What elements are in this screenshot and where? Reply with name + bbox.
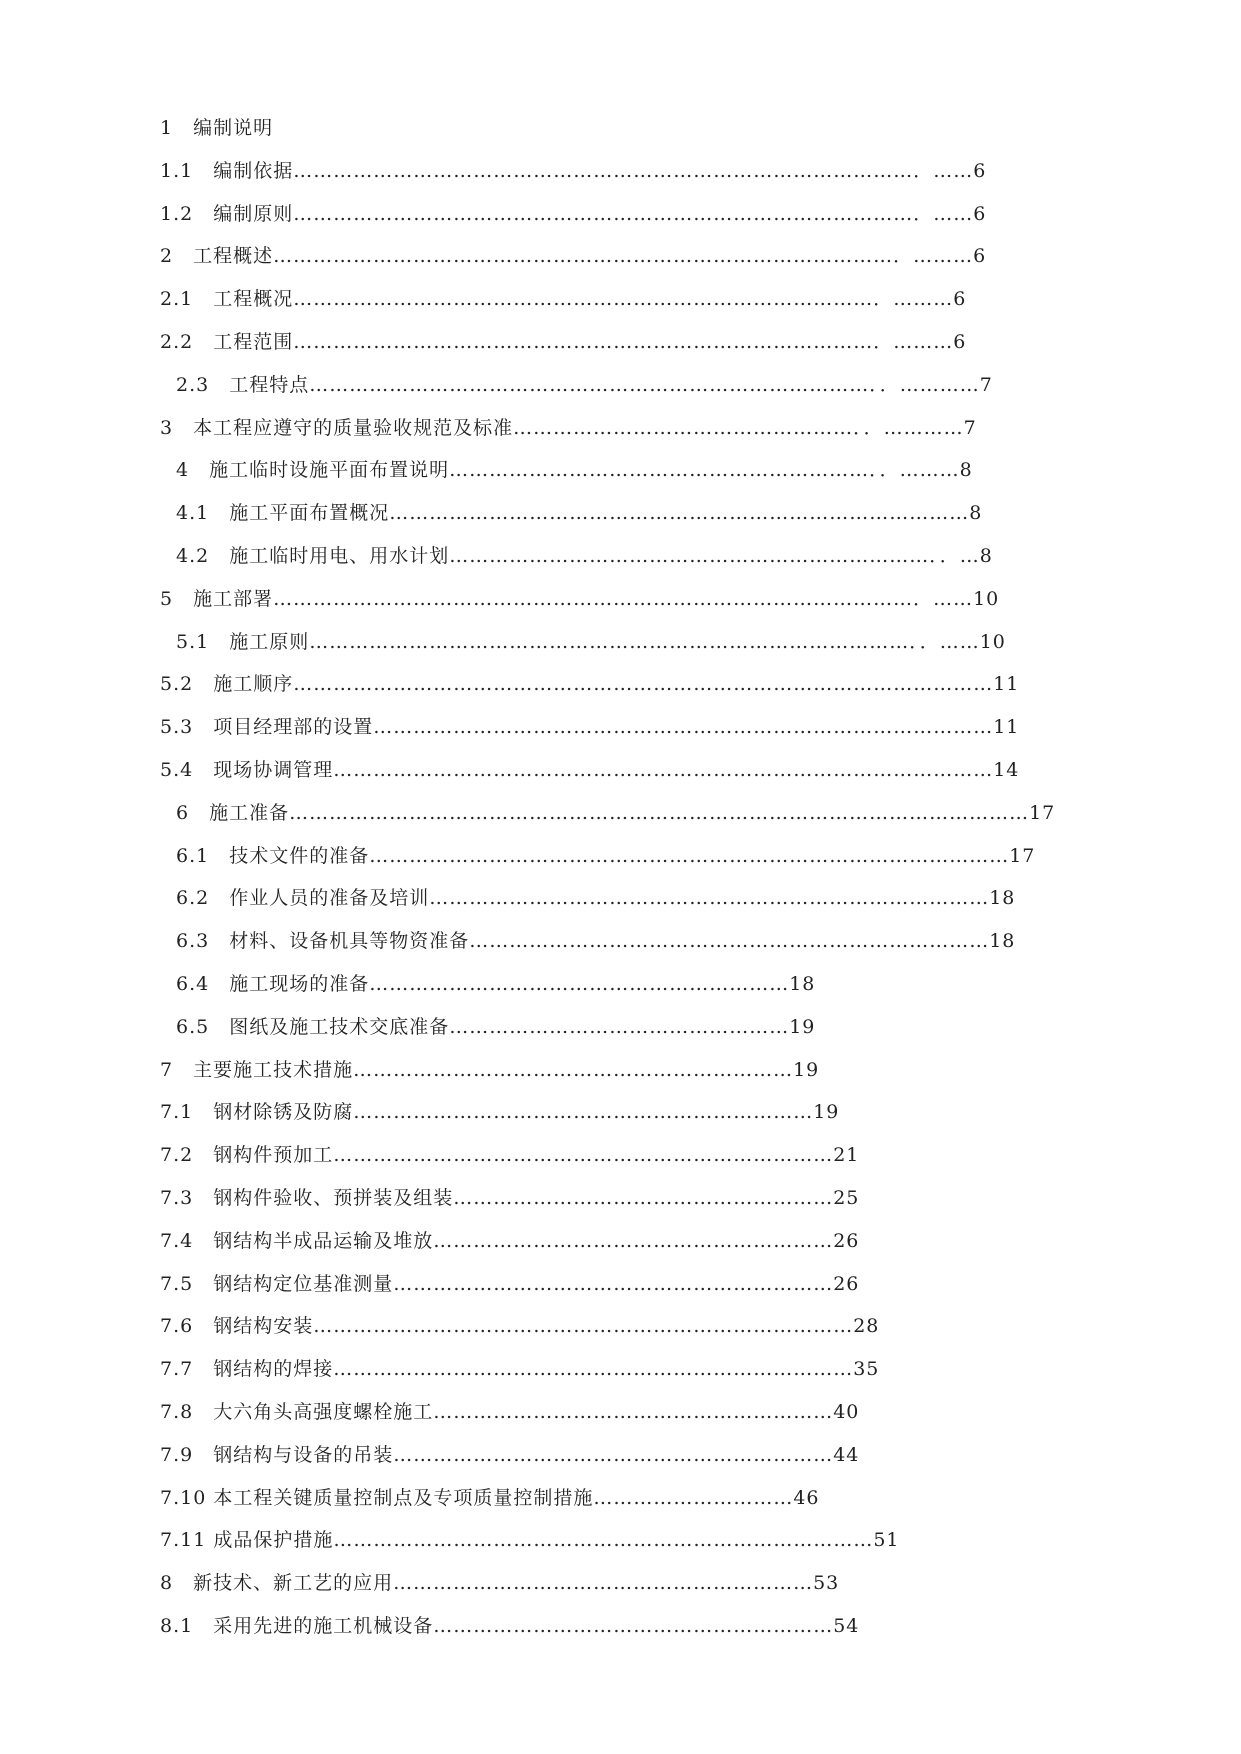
toc-entry: 7.3 钢构件验收、预拼装及组装…………………………………………………25: [160, 1187, 860, 1209]
toc-entry: 2.1 工程概况……………………………………………………………………………．………6: [160, 288, 967, 310]
toc-entry: 1 编制说明: [160, 117, 274, 139]
toc-entry: 8 新技术、新工艺的应用………………………………………………………53: [160, 1572, 840, 1594]
toc-entry: 5.2 施工顺序……………………………………………………………………………………………11: [160, 673, 1020, 695]
toc-entry: 6 施工准备…………………………………………………………………………………………………17: [176, 802, 1056, 824]
toc-entry: 7.4 钢结构半成品运输及堆放……………………………………………………26: [160, 1230, 860, 1252]
toc-entry: 4 施工临时设施平面布置说明………………………………………………………．．………8: [176, 459, 973, 481]
toc-entry: 7.2 钢构件预加工…………………………………………………………………21: [160, 1144, 860, 1166]
toc-entry: 6.5 图纸及施工技术交底准备……………………………………………19: [176, 1016, 816, 1038]
toc-entry: 7.6 钢结构安装………………………………………………………………………28: [160, 1315, 880, 1337]
toc-entry: 1.2 编制原则…………………………………………………………………………………．……6: [160, 203, 987, 225]
toc-entry: 5.3 项目经理部的设置…………………………………………………………………………………11: [160, 716, 1020, 738]
toc-entry: 6.3 材料、设备机具等物资准备……………………………………………………………………18: [176, 930, 1016, 952]
toc-entry: 7.10 本工程关键质量控制点及专项质量控制措施…………………………46: [160, 1487, 820, 1509]
toc-entry: 5.4 现场协调管理………………………………………………………………………………………14: [160, 759, 1020, 781]
toc-entry: 7 主要施工技术措施…………………………………………………………19: [160, 1059, 820, 1081]
toc-entry: 7.8 大六角头高强度螺栓施工……………………………………………………40: [160, 1401, 860, 1423]
toc-entry: 1.1 编制依据…………………………………………………………………………………．……6: [160, 160, 987, 182]
toc-entry: 2.2 工程范围……………………………………………………………………………．………6: [160, 331, 967, 353]
toc-entry: 5 施工部署……………………………………………………………………………………．……10: [160, 588, 1000, 610]
toc-entry: 6.2 作业人员的准备及培训…………………………………………………………………………18: [176, 887, 1016, 909]
toc-entry: 4.2 施工临时用电、用水计划………………………………………………………………．．…8: [176, 545, 993, 567]
toc-entry: 3 本工程应遵守的质量验收规范及标准……………………………………………．．…………7: [160, 417, 977, 439]
toc-entry: 4.1 施工平面布置概况……………………………………………………………………………8: [176, 502, 983, 524]
toc-entry: 6.1 技术文件的准备……………………………………………………………………………………17: [176, 845, 1036, 867]
toc-entry: 2 工程概述…………………………………………………………………………………．………6: [160, 245, 987, 267]
toc-entry: 7.11 成品保护措施………………………………………………………………………51: [160, 1529, 900, 1551]
toc-entry: 7.5 钢结构定位基准测量…………………………………………………………26: [160, 1273, 860, 1295]
toc-entry: 7.9 钢结构与设备的吊装…………………………………………………………44: [160, 1444, 860, 1466]
toc-entry: 6.4 施工现场的准备………………………………………………………18: [176, 973, 816, 995]
toc-entry: 7.1 钢材除锈及防腐……………………………………………………………19: [160, 1101, 840, 1123]
toc-entry: 5.1 施工原则………………………………………………………………………………．．……10: [176, 631, 1006, 653]
toc-entry: 8.1 采用先进的施工机械设备……………………………………………………54: [160, 1615, 860, 1637]
toc-entry: 2.3 工程特点…………………………………………………………………………．．…………7: [176, 374, 993, 396]
toc-entry: 7.7 钢结构的焊接……………………………………………………………………35: [160, 1358, 880, 1380]
